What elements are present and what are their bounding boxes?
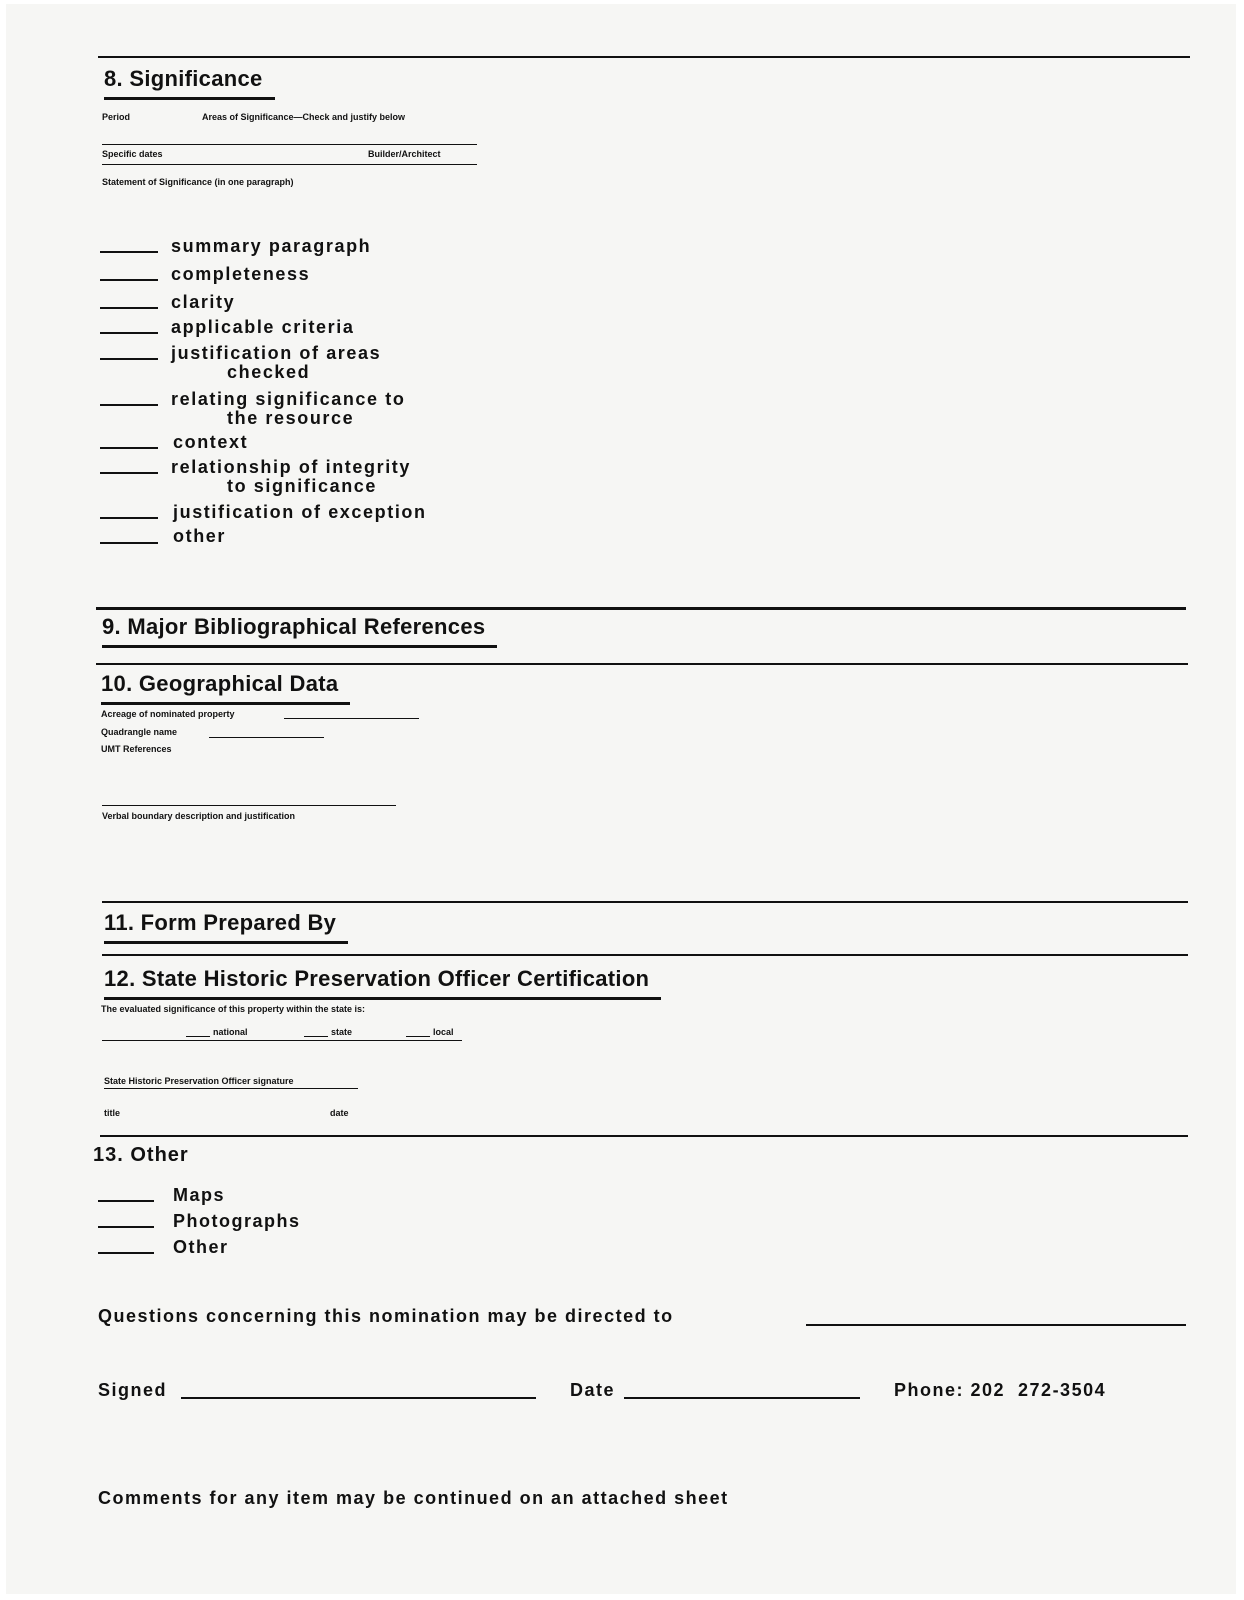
checklist-item: clarity (171, 292, 236, 312)
statement-label: Statement of Significance (in one paragraph) (102, 177, 294, 187)
section-13-heading: 13. Other (93, 1144, 189, 1166)
checklist-blank[interactable] (100, 358, 158, 360)
period-divider (102, 144, 477, 145)
other-blank[interactable] (98, 1200, 154, 1202)
checklist-blank[interactable] (100, 472, 158, 474)
builder-architect-label: Builder/Architect (368, 149, 441, 159)
period-label: Period (102, 112, 131, 122)
date-label-small: date (330, 1108, 349, 1118)
checklist-item: justification of exception (173, 502, 427, 522)
comments-note: Comments for any item may be continued on an attached sheet (98, 1488, 729, 1508)
date-field[interactable] (624, 1397, 860, 1399)
other-blank[interactable] (98, 1252, 154, 1254)
section-9-heading: 9. Major Bibliographical References (102, 614, 485, 640)
date-label: Date (570, 1380, 616, 1400)
checklist-blank[interactable] (100, 404, 158, 406)
other-item: Other (173, 1237, 229, 1257)
section-divider (102, 954, 1188, 956)
local-blank[interactable] (406, 1036, 430, 1037)
form-page (6, 4, 1236, 1594)
acreage-field[interactable] (284, 718, 419, 719)
checklist-blank[interactable] (100, 517, 158, 519)
section-11-heading: 11. Form Prepared By (104, 910, 336, 936)
specific-dates-label: Specific dates (102, 149, 163, 159)
checklist-item: context (173, 432, 249, 452)
checklist-blank[interactable] (100, 542, 158, 544)
checklist-blank[interactable] (100, 332, 158, 334)
photographs-item: Photographs (173, 1211, 301, 1231)
checklist-item: other (173, 526, 226, 546)
other-blank[interactable] (98, 1226, 154, 1228)
title-label: title (104, 1108, 121, 1118)
section-12-heading: 12. State Historic Preservation Officer Certification (104, 966, 649, 992)
section-divider (98, 56, 1190, 58)
acreage-label: Acreage of nominated property (101, 709, 235, 719)
state-blank[interactable] (304, 1036, 328, 1037)
local-option: local (433, 1027, 454, 1037)
evaluated-significance-label: The evaluated significance of this property within the state is: (101, 1004, 366, 1014)
signature-divider (104, 1088, 358, 1089)
checklist-blank[interactable] (100, 307, 158, 309)
shpo-signature-label: State Historic Preservation Officer signature (104, 1076, 294, 1086)
national-option: national (213, 1027, 248, 1037)
section-divider (102, 901, 1188, 903)
checklist-item: relating significance to the resource (171, 389, 406, 428)
checklist-blank[interactable] (100, 251, 158, 253)
national-blank[interactable] (186, 1036, 210, 1037)
phone-number: Phone: 202 272-3504 (894, 1380, 1107, 1400)
section-8-heading: 8. Significance (104, 66, 263, 92)
areas-of-significance-label: Areas of Significance—Check and justify below (202, 112, 406, 122)
section-divider (96, 663, 1188, 665)
checklist-item: completeness (171, 264, 311, 284)
state-option: state (331, 1027, 353, 1037)
dates-divider (102, 164, 477, 165)
verbal-boundary-label: Verbal boundary description and justification (102, 811, 296, 821)
checklist-item: summary paragraph (171, 236, 372, 256)
quadrangle-field[interactable] (209, 737, 324, 738)
utm-divider (102, 805, 396, 806)
maps-item: Maps (173, 1185, 226, 1205)
checklist-blank[interactable] (100, 279, 158, 281)
section-divider (100, 1135, 1188, 1137)
section-divider (96, 607, 1186, 610)
checklist-blank[interactable] (100, 447, 158, 449)
signed-field[interactable] (181, 1397, 536, 1399)
checklist-item: applicable criteria (171, 317, 355, 337)
evaluation-divider (102, 1040, 462, 1041)
questions-text: Questions concerning this nomination may be directed to (98, 1306, 674, 1326)
section-10-heading: 10. Geographical Data (101, 671, 338, 697)
checklist-item: justification of areas checked (171, 343, 382, 382)
checklist-item: relationship of integrity to significance (171, 457, 412, 496)
quadrangle-label: Quadrangle name (101, 727, 178, 737)
contact-field[interactable] (806, 1324, 1186, 1326)
signed-label: Signed (98, 1380, 168, 1400)
utm-references-label: UMT References (101, 744, 172, 754)
